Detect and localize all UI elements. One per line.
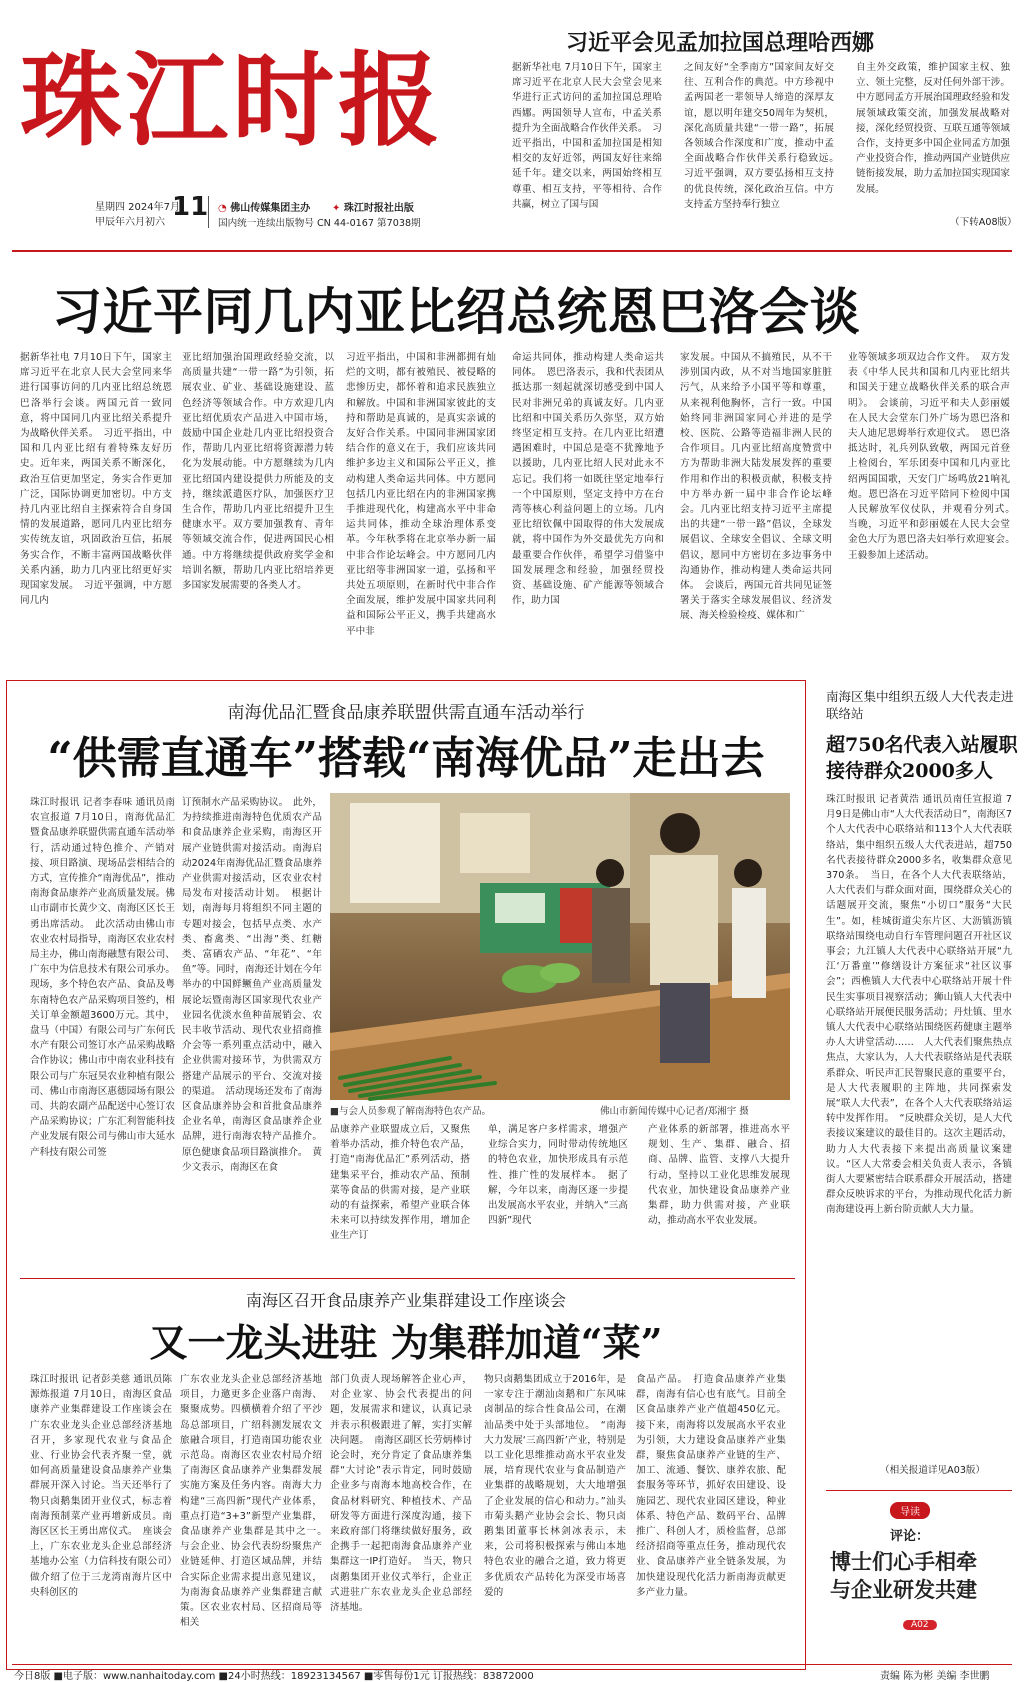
feature-col1: 珠江时报讯 记者李春味 通讯员南农宣报道 7月10日，南海优品汇暨食品康养联盟供需直通车活动举行，活动通过特色推介、产销对接、项目路演、现场品尝相结合的方式，宣传推介“南海优品”，推动南海食品康养产业高质量发展。佛山市副市长黄少文、南海区区长王勇出席活动。 此次活动由佛山市农业农村局指导，南海区农业农村局主办，佛山南海融慧有限公司、广东中为信息技术有限公司承办。现场，多个特色农产品、食品及粤东南特色农产品采购项目签约，相关订单金额超3600万元。其中，盘马（中国）有限公司与广东何氏水产有限公司签订水产品采购战略合作协议；佛山市中南农业科技有限公司与广东冠昊农业种植有限公司、佛山市南海区惠德园场有限公司、共韵农副产品配送中心签订农产品采购协议；广东汇利智能科技产业发展有限公司与佛山市大延水产科技有限公司签	[30, 797, 175, 1158]
top-story-title: 习近平会见孟加拉国总理哈西娜	[566, 31, 875, 56]
page-number: 11	[172, 192, 209, 222]
commentary-title-1[interactable]: 博士们心手相牵	[830, 1549, 977, 1574]
commentary-title-2[interactable]: 与企业研发共建	[830, 1577, 977, 1602]
sidebar-body: 珠江时报讯 记者黄浩 通讯员南任宣报道 7月9日是佛山市“人大代表活动日”，南海区7个人大代表中心联络站和113个人大代表联络站，集中组织五级人大代表进站，超750名代表接待群众2000多名，收集群众意见370条。 当日，在各个人大代表联络站，人大代表们与群众面对面，围绕群众关心的话题展开交流，聚焦“小切口”服务“大民生”。如，桂城街道尖东片区、大沥镇沥镇联络站围绕电动自行车管理问题召开社区议事会；九江镇人大代表中心联络站开展“九江‘万番童’”修缮设计方案征求“社区议事会”；西樵镇人大代表中心联络站开展十件民生实事项目视察活动；狮山镇人大代表中心联络站开展便民服务活动；丹灶镇、里水镇人大代表中心联络站围绕医药健康主题举办人大讲堂活动…… 人大代表们聚焦热点焦点，大家认为，人大代表联络站是代表联系群众、听民声汇民智聚民意的重要平台，是人大代表履职的主阵地，共同探索发展“联人大代表”，在各个人大代表联络站运转中发挥作用。 “反映群众关切，是人大代表接议案建议的最佳目的。这次主题活动，助力人大代表接下来提出高质量议案建议。“区人大常委会相关负责人表示，各镇街人大要紧密结合联系群众开展活动，搭建群众反映诉求的平台，为推动现代化活力新南海建设再上新台阶贡献人大力量。	[826, 794, 1012, 1216]
sub-col5: 食品产品。 打造食品康养产业集群，南海有信心也有底气。目前全区食品康养产业产值超450亿元。接下来，南海将以发展高水平农业为引领，大力建设食品康养产业集群，聚焦食品康养产业链的生产、加工、流通、餐饮、康养农旅、配套服务等环节，抓好农田建设、设施园艺、现代农业园区建设，种业体系、特色产品、数码平台、品牌推广、科创人才，质检监督，总部经济招商等重点任务，推动现代农业、食品康养产业全链条发展，为加快建设现代化活力新南海贡献更多产业力量。	[636, 1374, 786, 1598]
main-story-col3: 习近平指出，中国和非洲都拥有灿烂的文明，都有被殖民、被侵略的悲惨历史，都怀着和追求民族独立和解放。中国和非洲国家彼此的支持和帮助是真诚的，是真实亲诚的友好合作关系。中国同非洲国家团结合作的意义在于，我们应该共同维护多边主义和国际公平正义，推动构建人类命运共同体。中方愿同包括几内亚比绍在内的非洲国家携手推进现代化，构建高水平中非命运共同体，推动全球治理体系变革。今年秋季将在北京举办新一届中非合作论坛峰会。中方愿同几内亚比绍等非洲国家一道，弘扬和平共处五项原则，在新时代中非合作全面发展，维护发展中国家共同利益和国际公平正义，携手共建高水平中非	[346, 352, 496, 637]
feature-col4: 单，满足客户多样需求，增强产业综合实力，同时带动传统地区的特色农业，加快形成具有示范性、推广性的发展样本。 据了解，今年以来，南海区逐一步提出发展高水平农业，并纳入“三高四新”现代	[488, 1124, 628, 1227]
top-story-jump: （下转A08版）	[950, 217, 1017, 228]
main-story-col5: 家发展。中国从不搞殖民，从不干涉别国内政，从不对当地国家脏脏污气，从来给予小国平等和尊重，从来视利他胸怀，言行一致。中国始终同非洲国家同心并进的是学校、医院、公路等造福非洲人民的合作项目。几内亚比绍高度赞赏中方为帮助非洲大陆发展发挥的重要作用和作出的积极贡献，积极支持中方举办新一届中非合作论坛峰会。几内亚比绍支持习近平主席提出的共建“一带一路”倡议，全球发展倡议、全球安全倡议、全球文明倡议，愿同中方密切在多边事务中沟通协作，推动构建人类命运共同体。 会谈后，两国元首共同见证签署关于落实全球发展倡议、经济发展、海关检验检疫、媒体和广	[680, 352, 832, 622]
sub-headline: 又一龙头进驻 为集群加道“菜”	[149, 1320, 663, 1365]
masthead-rule	[12, 250, 1012, 252]
top-story-col2: 之间友好“全季南方”国家间友好交往、互利合作的典范。中方珍视中孟两国老一辈领导人缔造的深厚友谊，愿以明年建交50周年为契机，深化高质量共建“一带一路”，拓展各领域合作深度和广度，推动中孟全面战略合作伙伴关系行稳致远。 习近平强调，双方要弘扬相互支持的优良传统，深化政治互信。中方支持孟方坚持奉行独立	[684, 62, 844, 210]
top-story-col1: 据新华社电 7月10日下午，国家主席习近平在北京人民大会堂会见来华进行正式访问的孟加拉国总理哈西娜。两国领导人宣布，中孟关系提升为全面战略合作伙伴关系。 习近平指出，中国和孟加拉国是相知相交的友好近邻，两国友好往来绵延千年。建交以来，两国始终相互尊重、相互支持，平等相待、合作共赢，树立了国与国	[512, 62, 662, 210]
lunar-date: 甲辰年六月初六	[95, 217, 165, 228]
publisher-host: ◔ 佛山传媒集团主办	[218, 203, 311, 214]
photo-credit: 佛山市新闻传媒中心记者/郑湘宇 摄	[600, 1106, 749, 1117]
footer-info: 今日8版 ■电子版：www.nanhaitoday.com ■24小时热线：18923134567 ■零售每份1元 订报热线：83872000	[14, 1671, 534, 1682]
feature-col2: 订预制水产品采购协议。 此外，为持续推进南海特色优质农产品和食品康养企业采购，南海区开展产业链供需对接活动。南海启动2024年南海优品汇暨食品康养产业供需对接活动，区农业农村局发布对接活动计划。 根据计划，南海每月将组织不同主题的专题对接会，包括早点类、水产类、畜禽类、“出海”类、红糖类、富硒农产品、“年花”、“年鱼”等。同时，南海还计划在今年举办的中国鲜鳜鱼产业高质量发展论坛暨南海区国家现代农业产业园名优淡水鱼种苗展销会、农民丰收节活动、现代农业招商推介会等一系列重点活动中，融入企业供需对接环节，为供需双方搭建产品展示的平台、交流对接的渠道。 活动现场还发布了南海区食品康养协会和首批食品康养企业名单，南海区食品康养企业品牌，进行南海农特产品推介。原色健康食品项目路演推介。 黄少文表示，南海区在食	[182, 797, 322, 1173]
sidebar-headline-2: 接待群众2000多人	[826, 760, 993, 782]
sub-col1: 珠江时报讯 记者彭美慈 通讯员陈源炼报道 7月10日，南海区食品康养产业集群建设工作座谈会在广东农业龙头企业总部经济基地召开，多家现代农业与食品企业、行业协会代表齐聚一堂，就如何高质量建设食品康养产业集群展开深入讨论。当天还举行了物只卤鹅集团开业仪式，标志着南海预制菜产业再增新成员。南海区区长王勇出席仪式。 座谈会上，广东农业龙头企业总部经济基地办公室（力信科技有限公司）做介绍了位于三龙湾南海片区中央科创区的	[30, 1374, 172, 1598]
publisher-issuer: ✦ 珠江时报社出版	[332, 203, 414, 214]
sidebar-kicker: 南海区集中组织五级人大代表走进联络站	[826, 689, 1014, 721]
sidebar-jump: （相关报道详见A03版）	[880, 1465, 986, 1476]
sub-col4: 物只卤鹅集团成立于2016年，是一家专注于潮汕卤鹅和广东风味卤制品的综合性食品公司，在潮汕品类中处于头部地位。 “南海大力发展‘三高四新’产业，特别是以工业化思维推动高水平农业发展，培育现代农业与食品制造产业集群的战略规划，大大地增强了企业发展的信心和动力。”汕头市菊头鹅产业协会会长、物只卤鹅集团董事长林剑冰表示，未来，公司将积极探索与佛山本地特色农业的融合之道，致力将更多优质农产品转化为深受市场喜爱的	[484, 1374, 626, 1598]
feature-kicker: 南海优品汇暨食品康养联盟供需直通车活动举行	[227, 703, 585, 723]
publisher-logo-icon: ◔	[218, 203, 227, 214]
sub-col3: 部门负责人现场解答企业心声，对企业家、协会代表提出的问题，发展需求和建议，认真记录并表示积极跟进了解，实打实解决问题。 南海区副区长劳炳棒讨论会时，充分肯定了食品康养集群“大讨论”表示肯定，同时鼓励企业多与南海本地高校合作，在食品材料研究、种植技术、产品研发等方面进行深度沟通，接下来政府部门将继续做好服务，政企携手一起把南海食品康养产业集群这一IP打造好。 当天，物只卤鹅集团开业仪式举行，企业正式进驻广东农业龙头企业总部经济基地。	[330, 1374, 472, 1614]
feature-headline: “供需直通车”搭载“南海优品”走出去	[47, 733, 765, 784]
main-story-col2: 亚比绍加强治国理政经验交流，以高质量共建“一带一路”为引领，拓展农业、矿业、基础设施建设、蓝色经济等领域合作。中方欢迎几内亚比绍优质农产品进入中国市场，鼓励中国企业赴几内亚比绍投资合作，帮助几内亚比绍将资源潜力转化为发展动能。中方愿继续为几内亚比绍国内建设提供力所能及的支持，继续派遣医疗队，加强医疗卫生合作，帮助几内亚比绍提升卫生健康水平。双方要加强教育、青年等领域交流合作，促进两国民心相通。中方将继续提供政府奖学金和培训名额，帮助几内亚比绍培养更多国家发展需要的各类人才。	[182, 352, 334, 592]
top-story-col3: 自主外交政策，维护国家主权、独立、领土完整，反对任何外部干涉。中方愿同孟方开展治国理政经验和发展领域政策交流，加强发展战略对接，深化经贸投资、互联互通等领域合作，支持更多中国企业同孟方加强产业投资合作，推动两国产业链供应链衔接发展，助力孟加拉国实现国家发展。	[856, 62, 1010, 195]
sub-col2: 广东农业龙头企业总部经济基地项目，力邀更多企业落户南海、聚聚成势。四横横着介绍了平沙岛总部项目，广绍科测发展农文旅融合项目，打造南国功能农业示范岛。南海区农业农村局介绍了南海区食品康养产业集群发展实施方案及任务内容。南海大力构建“三高四新”现代产业体系，重点打造“3+3”新型产业集群，食品康养产业集群是其中之一。 与会企业、协会代表纷纷聚焦产业链延伸、打造区域品牌，并结合实际企业需求提出意见建议，为南海食品康养产业集群建言献策。区农业农村局、区招商局等相关	[180, 1374, 332, 1629]
main-story-col6: 业等领域多项双边合作文件。 双方发表《中华人民共和国和几内亚比绍共和国关于建立战略伙伴关系的联合声明》。 会谈前，习近平和夫人彭丽媛在人民大会堂东门外广场为恩巴洛和夫人迪尼思姆举行欢迎仪式。 恩巴洛抵达时，礼兵列队致敬，两国元首登上检阅台，军乐团奏中国和几内亚比绍两国国歌，天安门广场鸣放21响礼炮。恩巴洛在习近平陪同下检阅中国人民解放军仪仗队，并观看分列式。 当晚，习近平和彭丽媛在人民大会堂金色大厅为恩巴洛夫妇举行欢迎宴会。 王毅参加上述活动。	[848, 352, 1020, 561]
logo-text: 珠江时报	[20, 41, 444, 161]
photo-caption: ■与会人员参观了解南海特色农产品。	[330, 1106, 491, 1117]
publisher2-logo-icon: ✦	[332, 203, 341, 214]
commentary-page-badge: A02	[903, 1612, 937, 1631]
footer-editors: 责编 陈为彬 美编 李世鹏	[880, 1671, 990, 1682]
sub-kicker: 南海区召开食品康养产业集群建设工作座谈会	[245, 1291, 566, 1310]
commentary-label: 评论：	[890, 1529, 930, 1544]
feature-col3: 品康养产业联盟成立后，又聚焦着举办活动，推介特色农产品，打造“南海优品汇”系列活动，搭建集采平台，推动农产品、预制菜等食品的供需对接，是产业联动的有益探索，希望产业联合体未来可以持续发挥作用，增加企业生产订	[330, 1124, 470, 1242]
date-line: 星期四 2024年7月	[95, 202, 180, 213]
main-headline: 习近平同几内亚比绍总统恩巴洛会谈	[52, 283, 860, 341]
digest-badge: 导读	[890, 1500, 930, 1519]
main-story-col1: 据新华社电 7月10日下午，国家主席习近平在北京人民大会堂同来华进行国事访问的几内亚比绍总统恩巴洛举行会谈。两国元首一致同意，将中国同几内亚比绍关系提升为战略伙伴关系。 习近平指出，中国和几内亚比绍有着特殊友好历史。近年来，两国关系不断深化，政治互信更加坚定，务实合作更加广泛，国际协调更加密切。中方支持几内亚比绍自主探索符合自身国情的发展道路，愿同几内亚比绍夯实传统友谊，巩固政治互信，拓展务实合作，不断丰富两国战略伙伴关系内涵，助力几内亚比绍更好实现国家发展。 习近平强调，中方愿同几内	[20, 352, 172, 607]
feature-photo	[330, 793, 790, 1100]
main-story-col4: 命运共同体，推动构建人类命运共同体。 恩巴洛表示，我和代表团从抵达那一刻起就深切感受到中国人民对非洲兄弟的真诚友好。几内亚比绍和中国关系历久弥坚，双方始终坚定相互支持。在几内亚比绍遭遇困难时，中国总是毫不犹豫地予以援助，几内亚比绍人民对此永不忘记。我们将一如既往坚定地奉行一个中国原则，坚定支持中方在台湾等核心利益问题上的立场。几内亚比绍钦佩中国取得的伟大发展成就，将中国作为外交最优先方向和最重要合作伙伴，希望学习借鉴中国发展理念和经验，加强经贸投资、基础设施、矿产能源等领域合作，助力国	[512, 352, 664, 607]
newspaper-logo	[20, 36, 460, 161]
sidebar-headline-1: 超750名代表入站履职	[826, 734, 1018, 756]
cn-number: 国内统一连续出版物号 CN 44-0167 第7038期	[218, 218, 421, 229]
feature-col5: 产业体系的新部署，推进高水平规划、生产、集群、融合、招商、品牌、监管、支撑八大提升行动，坚持以工业化思维发展现代农业，加快建设食品康养产业集群，助力供需对接，产业联动，推动高水平农业发展。	[648, 1124, 790, 1227]
